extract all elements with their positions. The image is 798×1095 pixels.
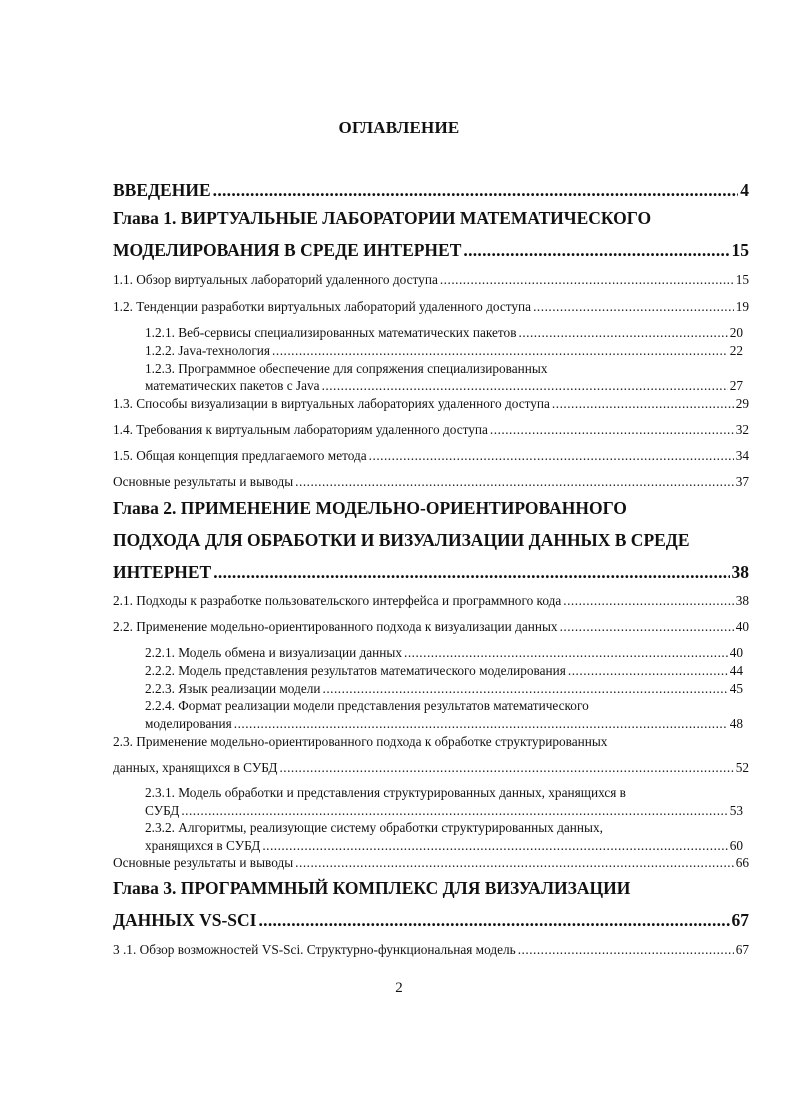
toc-subsection-2-3-1[interactable] bbox=[145, 803, 743, 819]
dot-leader bbox=[295, 855, 734, 871]
dot-leader bbox=[272, 343, 728, 359]
toc-subsection-1-2-3[interactable] bbox=[145, 378, 743, 394]
toc-entry-label: 1.2.2. Java-технология bbox=[145, 343, 271, 358]
toc-page-number: 15 bbox=[731, 240, 749, 260]
toc-chapter-2-line1[interactable]: Глава 2. ПРИМЕНЕНИЕ МОДЕЛЬНО-ОРИЕНТИРОВАННОГО bbox=[113, 498, 627, 518]
toc-page-number: 22 bbox=[729, 343, 743, 358]
toc-page-number: 15 bbox=[735, 272, 749, 287]
toc-entry-label: 2.2.3. Язык реализации модели bbox=[145, 681, 321, 696]
dot-leader bbox=[181, 803, 727, 819]
toc-subsection-2-2-3[interactable] bbox=[145, 681, 743, 697]
toc-page-number: 20 bbox=[729, 325, 743, 340]
toc-section-1-5[interactable] bbox=[113, 448, 749, 464]
dot-leader bbox=[322, 378, 728, 394]
toc-subsection-1-2-1[interactable] bbox=[145, 325, 743, 341]
dot-leader bbox=[518, 942, 734, 958]
toc-page-number: 27 bbox=[729, 378, 743, 393]
toc-entry-label: ВВЕДЕНИЕ bbox=[113, 180, 211, 200]
toc-entry-label: хранящихся в СУБД bbox=[145, 838, 261, 853]
toc-subsection-2-3-2-line1[interactable]: 2.3.2. Алгоритмы, реализующие систему обработки структурированных данных, bbox=[145, 820, 603, 835]
toc-chapter-1-line1[interactable]: Глава 1. ВИРТУАЛЬНЫЕ ЛАБОРАТОРИИ МАТЕМАТИЧЕСКОГО bbox=[113, 208, 652, 228]
toc-page-number: 67 bbox=[731, 910, 749, 930]
dot-leader bbox=[563, 593, 733, 609]
toc-entry-intro[interactable] bbox=[113, 180, 749, 201]
toc-page-number: 19 bbox=[735, 299, 749, 314]
toc-entry-label: Основные результаты и выводы bbox=[113, 474, 294, 489]
toc-section-1-1[interactable] bbox=[113, 272, 749, 288]
toc-results-ch1[interactable] bbox=[113, 474, 749, 490]
toc-subsection-1-2-3-line1[interactable]: 1.2.3. Программное обеспечение для сопряжения специализированных bbox=[145, 361, 548, 376]
dot-leader bbox=[560, 619, 734, 635]
toc-entry-label: ИНТЕРНЕТ bbox=[113, 562, 212, 582]
toc-entry-label: моделирования bbox=[145, 716, 232, 731]
toc-page-number: 45 bbox=[729, 681, 743, 696]
toc-page-number: 38 bbox=[735, 593, 749, 608]
toc-entry-label: данных, хранящихся в СУБД bbox=[113, 760, 278, 775]
toc-entry-label: 2.1. Подходы к разработке пользовательского интерфейса и программного кода bbox=[113, 593, 562, 608]
toc-page-number: 40 bbox=[735, 619, 749, 634]
dot-leader bbox=[519, 325, 728, 341]
toc-page-number: 32 bbox=[735, 422, 749, 437]
toc-page-number: 67 bbox=[735, 942, 749, 957]
dot-leader bbox=[213, 562, 729, 583]
toc-entry-label: 1.2. Тенденции разработки виртуальных лабораторий удаленного доступа bbox=[113, 299, 532, 314]
toc-chapter-3-line1[interactable]: Глава 3. ПРОГРАММНЫЙ КОМПЛЕКС ДЛЯ ВИЗУАЛИЗАЦИИ bbox=[113, 878, 631, 898]
toc-entry-label: 2.2.1. Модель обмена и визуализации данных bbox=[145, 645, 402, 660]
toc-page-number: 29 bbox=[735, 396, 749, 411]
toc-entry-label: математических пакетов с Java bbox=[145, 378, 320, 393]
dot-leader bbox=[568, 663, 728, 679]
toc-section-2-3-line1[interactable]: 2.3. Применение модельно-ориентированного подхода к обработке структурированных bbox=[113, 734, 608, 749]
toc-section-1-3[interactable] bbox=[113, 396, 749, 412]
toc-page-number: 60 bbox=[729, 838, 743, 853]
dot-leader bbox=[369, 448, 734, 464]
toc-page-number: 38 bbox=[731, 562, 749, 582]
toc-chapter-3[interactable] bbox=[113, 910, 749, 931]
dot-leader bbox=[258, 910, 729, 931]
toc-section-2-3[interactable] bbox=[113, 760, 749, 776]
dot-leader bbox=[323, 681, 728, 697]
dot-leader bbox=[279, 760, 733, 776]
toc-subsection-2-2-1[interactable] bbox=[145, 645, 743, 661]
toc-page-number: 44 bbox=[729, 663, 743, 678]
dot-leader bbox=[440, 272, 734, 288]
toc-entry-label: 2.2.2. Модель представления результатов математического моделирования bbox=[145, 663, 566, 678]
toc-entry-label: 1.1. Обзор виртуальных лабораторий удаленного доступа bbox=[113, 272, 438, 287]
toc-subsection-2-2-4[interactable] bbox=[145, 716, 743, 732]
toc-subsection-2-2-4-line1[interactable]: 2.2.4. Формат реализации модели представления результатов математического bbox=[145, 698, 589, 713]
dot-leader bbox=[262, 838, 727, 854]
toc-page-number: 37 bbox=[735, 474, 749, 489]
toc-entry-label: 1.3. Способы визуализации в виртуальных лабораториях удаленного доступа bbox=[113, 396, 550, 411]
toc-subsection-1-2-2[interactable] bbox=[145, 343, 743, 359]
toc-section-1-2[interactable] bbox=[113, 299, 749, 315]
dot-leader bbox=[234, 716, 728, 732]
dot-leader bbox=[213, 180, 739, 201]
dot-leader bbox=[404, 645, 728, 661]
toc-page-number: 40 bbox=[729, 645, 743, 660]
dot-leader bbox=[490, 422, 734, 438]
dot-leader bbox=[463, 240, 729, 261]
toc-entry-label: 1.2.1. Веб-сервисы специализированных математических пакетов bbox=[145, 325, 517, 340]
toc-entry-label: ДАННЫХ VS-SCI bbox=[113, 910, 257, 930]
toc-subsection-2-3-1-line1[interactable]: 2.3.1. Модель обработки и представления структурированных данных, хранящихся в bbox=[145, 785, 626, 800]
dot-leader bbox=[295, 474, 734, 490]
toc-page-number: 48 bbox=[729, 716, 743, 731]
toc-entry-label: 2.2. Применение модельно-ориентированного подхода к визуализации данных bbox=[113, 619, 558, 634]
toc-entry-label: Основные результаты и выводы bbox=[113, 855, 294, 870]
toc-results-ch2[interactable] bbox=[113, 855, 749, 871]
toc-page-number: 53 bbox=[729, 803, 743, 818]
toc-section-3-1[interactable] bbox=[113, 942, 749, 958]
dot-leader bbox=[552, 396, 734, 412]
toc-section-1-4[interactable] bbox=[113, 422, 749, 438]
toc-entry-label: 1.5. Общая концепция предлагаемого метода bbox=[113, 448, 367, 463]
toc-entry-label: СУБД bbox=[145, 803, 180, 818]
toc-page-number: 4 bbox=[740, 180, 749, 200]
page-number: 2 bbox=[395, 980, 403, 996]
toc-section-2-1[interactable] bbox=[113, 593, 749, 609]
toc-page-number: 52 bbox=[735, 760, 749, 775]
toc-chapter-2-line2[interactable]: ПОДХОДА ДЛЯ ОБРАБОТКИ И ВИЗУАЛИЗАЦИИ ДАННЫХ В СРЕДЕ bbox=[113, 530, 690, 550]
page-title: ОГЛАВЛЕНИЕ bbox=[338, 118, 460, 137]
toc-chapter-1[interactable] bbox=[113, 240, 749, 261]
toc-page-number: 34 bbox=[735, 448, 749, 463]
toc-entry-label: МОДЕЛИРОВАНИЯ В СРЕДЕ ИНТЕРНЕТ bbox=[113, 240, 462, 260]
toc-subsection-2-2-2[interactable] bbox=[145, 663, 743, 679]
toc-entry-label: 3 .1. Обзор возможностей VS-Sci. Структурно-функциональная модель bbox=[113, 942, 516, 957]
toc-page-number: 66 bbox=[735, 855, 749, 870]
toc-entry-label: 1.4. Требования к виртуальным лабораториям удаленного доступа bbox=[113, 422, 488, 437]
dot-leader bbox=[533, 299, 734, 315]
toc-chapter-2[interactable] bbox=[113, 562, 749, 583]
toc-section-2-2[interactable] bbox=[113, 619, 749, 635]
toc-subsection-2-3-2[interactable] bbox=[145, 838, 743, 854]
